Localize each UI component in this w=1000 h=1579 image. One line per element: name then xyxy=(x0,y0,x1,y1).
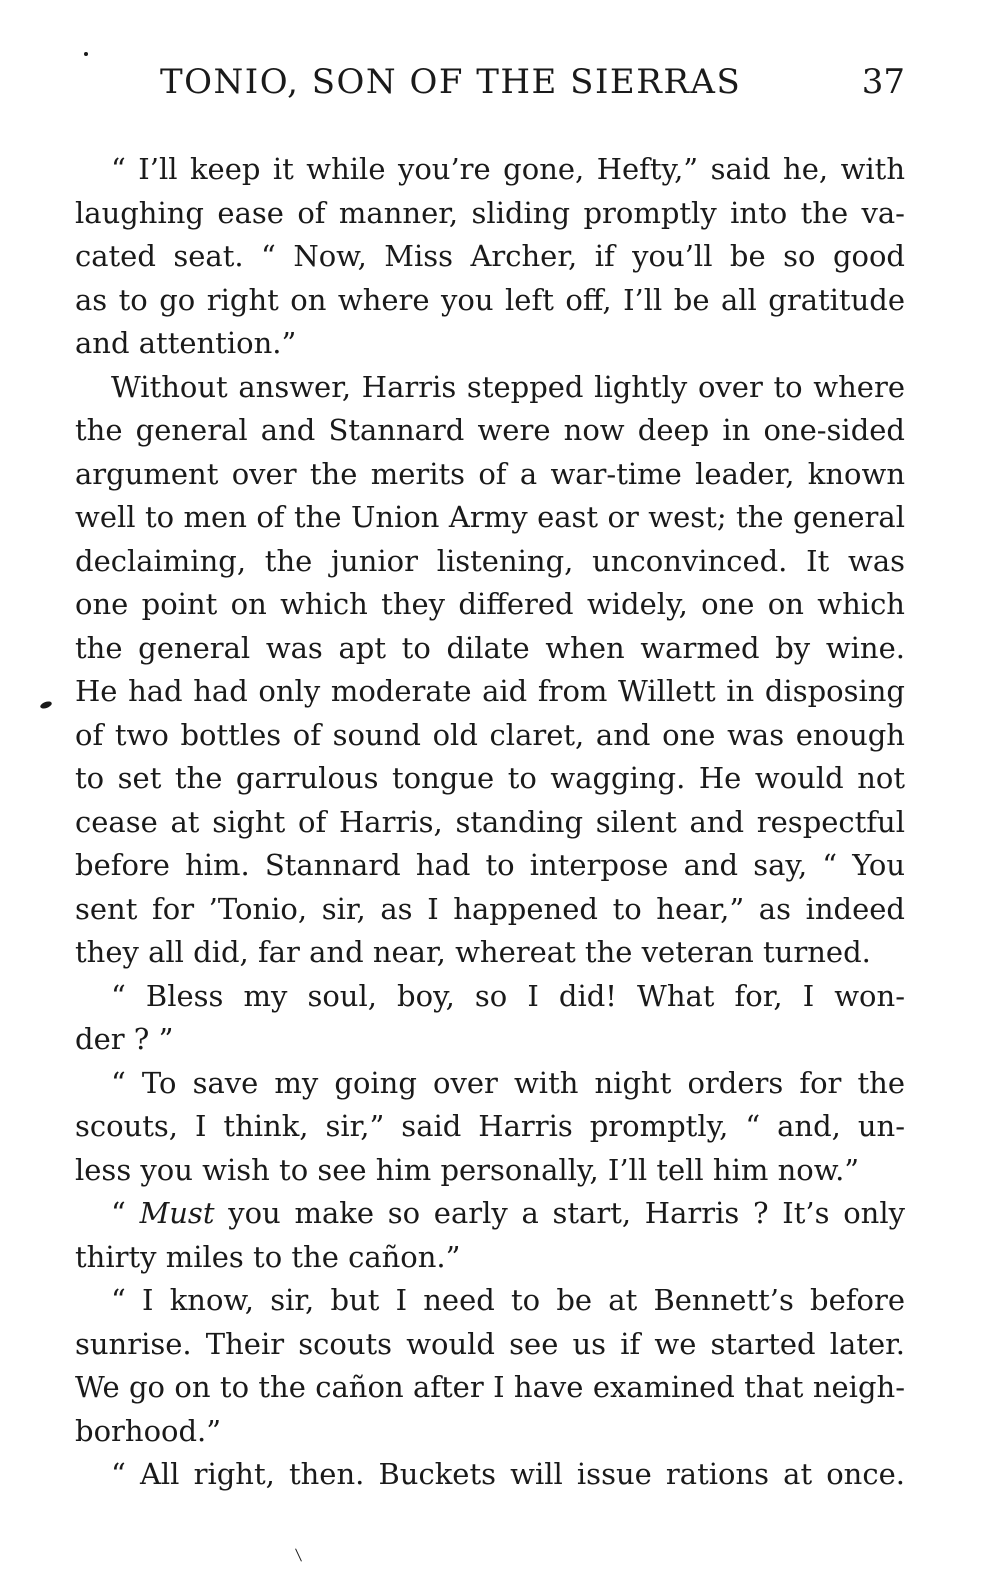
text-line: sunrise. Their scouts would see us if we started later. xyxy=(75,1326,905,1361)
page-number: 37 xyxy=(861,62,905,102)
text-line: the general was apt to dilate when warmed by wine. xyxy=(75,630,905,665)
text-line: to set the garrulous tongue to wagging. He would not xyxy=(75,761,905,795)
text-line: “ All right, then. Buckets will issue rations at once. xyxy=(111,1457,905,1491)
text-line: “ I’ll keep it while you’re gone, Hefty,” said he, with xyxy=(111,152,905,186)
text-line: cease at sight of Harris, standing silent and respectful xyxy=(75,804,905,839)
text-line: of two bottles of sound old claret, and one was enough xyxy=(75,717,905,752)
text-line: borhood.” xyxy=(75,1413,222,1448)
italic-word: Must xyxy=(139,1196,215,1230)
text-line: one point on which they differed widely, one on which xyxy=(75,587,905,621)
ink-speck-mark xyxy=(84,52,88,56)
margin-pointer-mark xyxy=(39,700,52,710)
text-line: declaiming, the junior listening, unconvinced. It was xyxy=(75,543,905,578)
page-header xyxy=(160,62,905,112)
text-line: sent for ’Tonio, sir, as I happened to hear,” as indeed xyxy=(75,891,905,926)
text-line: der ? ” xyxy=(75,1022,174,1056)
text-line: We go on to the cañon after I have examined that neigh- xyxy=(75,1370,905,1404)
text-line: before him. Stannard had to interpose and say, “ You xyxy=(75,848,905,882)
text-line: “ To save my going over with night orders for the xyxy=(111,1065,905,1100)
body-text xyxy=(75,148,905,1497)
text-line: scouts, I think, sir,” said Harris promptly, “ and, un- xyxy=(75,1109,905,1143)
text-line: “ I know, sir, but I need to be at Bennett’s before xyxy=(111,1283,905,1317)
ink-tick-mark xyxy=(295,1548,302,1561)
text-line: “ Bless my soul, boy, so I did! What for, I won- xyxy=(111,978,905,1013)
text-line: the general and Stannard were now deep in one-sided xyxy=(75,413,905,447)
text-line-rest: you make so early a start, Harris ? It’s only xyxy=(228,1196,906,1230)
text-line: laughing ease of manner, sliding promptly into the va- xyxy=(75,195,905,230)
quote-prefix: “ xyxy=(111,1196,140,1230)
text-line: well to men of the Union Army east or west; the general xyxy=(75,500,905,534)
text-line: argument over the merits of a war-time leader, known xyxy=(75,456,905,491)
text-line: less you wish to see him personally, I’ll tell him now.” xyxy=(75,1152,860,1187)
text-line: Without answer, Harris stepped lightly over to where xyxy=(111,369,905,404)
text-line: thirty miles to the cañon.” xyxy=(75,1239,461,1274)
text-line: as to go right on where you left off, I’ll be all gratitude xyxy=(75,282,905,317)
text-line: cated seat. “ Now, Miss Archer, if you’ll be so good xyxy=(75,239,905,273)
text-line: and attention.” xyxy=(75,326,297,360)
text-line: He had had only moderate aid from Willett in disposing xyxy=(75,674,905,708)
text-line-italic-start xyxy=(75,1192,905,1236)
text-line: they all did, far and near, whereat the veteran turned. xyxy=(75,935,871,969)
running-title: TONIO, SON OF THE SIERRAS xyxy=(160,62,742,102)
